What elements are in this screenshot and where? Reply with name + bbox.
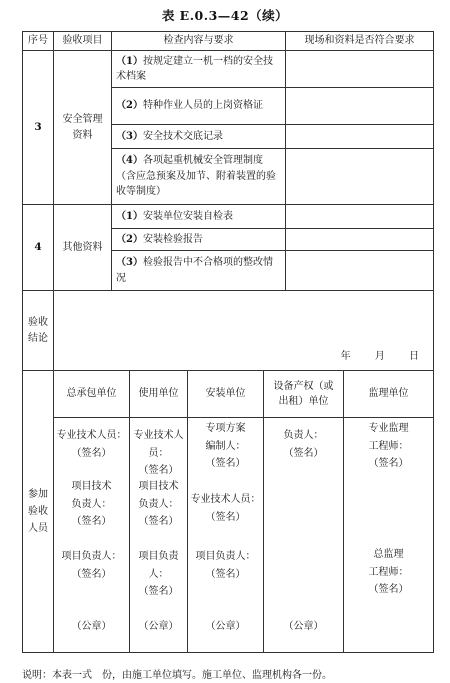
inspection-form-table [22,31,434,653]
date-month: 月 [374,350,385,362]
check-item [112,51,286,88]
unit-user: 使用单位 [130,371,188,418]
sig-block [130,548,187,601]
side-label-line: 参加 [28,489,48,500]
sig-seal: （公章） [205,621,246,632]
item-text: 安全技术交底记录 [142,130,223,142]
item-number: （1） [116,55,143,67]
group-number: 4 [23,205,54,291]
sig-role: 项目技术 [71,481,112,492]
header-seq: 序号 [23,32,54,51]
check-item [112,251,286,291]
conclusion-date [320,349,419,365]
sig-sign: （签名） [368,458,409,469]
sig-sign: （签名） [205,568,246,580]
acceptance-unit-row [23,371,434,418]
date-year: 年 [340,350,351,362]
sig-role: 专业技术人员： [133,430,184,459]
item-number: （3） [116,257,143,268]
date-day: 日 [409,350,419,362]
item-text: 特种作业人员的上岗资格证 [142,100,263,112]
signature-owner[interactable] [264,418,344,653]
sig-block [264,427,343,462]
sig-block [344,546,433,599]
acceptance-side-label [23,371,54,653]
conform-cell[interactable] [286,205,434,229]
item-number: （4） [116,155,143,167]
header-conform: 现场和资料是否符合要求 [286,32,434,51]
table-title: 表 E.0.3—42（续） [161,8,289,23]
check-item [112,229,286,251]
signature-installer[interactable] [188,418,264,653]
unit-supervisor: 监理单位 [344,371,434,418]
sig-block [344,420,433,473]
header-content: 检查内容与要求 [112,32,286,51]
sig-role: 专项方案 [205,423,246,434]
side-label-line: 人员 [28,523,48,534]
sig-role: 负责人： [283,430,324,441]
check-item [112,125,286,149]
item-text: 各项起重机械安全管理制度（含应急预案及加节、附着装置的验收等制度） [116,155,276,198]
sig-seal: （公章） [138,621,179,632]
sig-sign: （签名） [71,516,112,527]
sig-sign: （签名） [368,584,409,595]
sig-sign: （签名） [205,458,246,469]
item-number: （1） [116,210,143,222]
unit-owner-line: 设备产权（或 [273,380,334,392]
sig-role: 项目技术 [138,481,179,492]
item-text: 安装单位安装自检表 [142,210,233,222]
sig-role: 项目负责人： [138,551,179,580]
group-number: 3 [23,51,54,205]
conform-cell[interactable] [286,125,434,149]
sig-role: 负责人： [138,498,179,510]
table-row [23,51,434,88]
sig-role: 负责人： [71,498,112,510]
check-item [112,205,286,229]
header-row [23,32,434,51]
item-text: 安装检验报告 [142,233,203,245]
unit-owner [264,371,344,418]
sig-role: 工程师： [368,566,409,578]
group-name-line: 安全管理 [62,114,103,125]
check-item [112,88,286,125]
group-name: 其他资料 [54,205,112,291]
sig-sign: （签名） [138,586,179,597]
sig-role: 工程师： [368,440,409,452]
sig-block [54,427,129,462]
conclusion-label-line: 验收 [28,317,48,328]
conclusion-label [23,291,54,371]
unit-owner-line: 出租）单位 [278,396,329,407]
sig-sign: （签名） [71,447,112,459]
item-number: （2） [116,100,143,112]
signature-general-contractor[interactable] [54,418,130,653]
group-name [54,51,112,205]
sig-role: 编制人： [205,440,246,452]
sig-block [188,548,263,583]
signature-row [23,418,434,653]
sig-role: 项目负责人： [61,551,122,562]
sig-seal: （公章） [71,621,112,632]
sig-sign: （签名） [71,568,112,580]
sig-sign: （签名） [138,465,179,476]
sig-role: 专业技术人员： [190,494,261,505]
item-number: （2） [116,233,143,245]
unit-general-contractor: 总承包单位 [54,371,130,418]
table-row [23,205,434,229]
item-text: 检验报告中不合格项的整改情况 [116,257,273,284]
sig-role: 总监理 [373,549,404,560]
sig-block [54,478,129,531]
conclusion-field[interactable] [54,291,434,371]
conform-cell[interactable] [286,51,434,88]
unit-installer: 安装单位 [188,371,264,418]
sig-block [188,491,263,526]
signature-supervisor[interactable] [344,418,434,653]
sig-role: 项目负责人： [195,551,256,562]
conform-cell[interactable] [286,149,434,205]
group-name-line: 资料 [72,129,93,141]
sig-sign: （签名） [283,447,324,459]
footnote: 说明：本表一式 份，由施工单位填写。施工单位、监理机构各一份。 [22,670,332,681]
side-label-line: 验收 [28,506,48,517]
sig-block [130,427,187,480]
sig-block [54,548,129,583]
signature-user[interactable] [130,418,188,653]
sig-role: 专业监理 [368,423,409,434]
sig-block [188,420,263,473]
conform-cell[interactable] [286,88,434,125]
conclusion-row [23,291,434,371]
conform-cell[interactable] [286,229,434,251]
sig-sign: （签名） [138,516,179,527]
sig-role: 专业技术人员： [56,430,127,441]
conform-cell[interactable] [286,251,434,291]
conclusion-label-line: 结论 [28,332,48,344]
sig-sign: （签名） [205,511,246,523]
header-item: 验收项目 [54,32,112,51]
sig-seal: （公章） [283,621,324,632]
item-number: （3） [116,130,143,142]
check-item [112,149,286,205]
item-text: 按规定建立一机一档的安全技术档案 [116,55,273,82]
sig-block [130,478,187,531]
